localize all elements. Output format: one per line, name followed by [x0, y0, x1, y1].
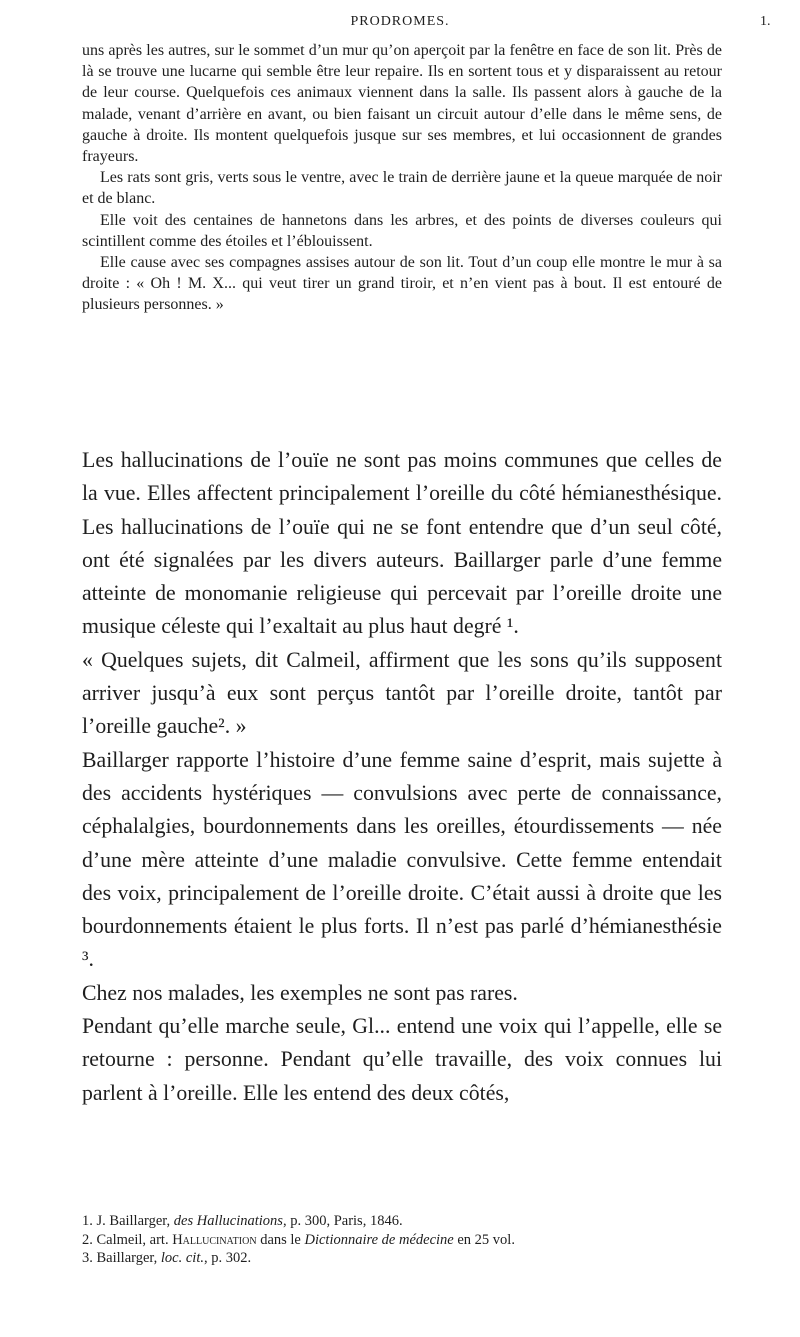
footnote-text: dans le [256, 1231, 305, 1248]
footnote-title: des Hallucinations [173, 1213, 283, 1229]
paragraph: Elle voit des centaines de hannetons dans les arbres, et des points de diverses couleurs qui scintillent comme des étoiles et l’éblouissent. [82, 211, 722, 250]
footnote-text: 1. J. Baillarger, [82, 1213, 174, 1229]
footnote-text: , p. 302. [203, 1250, 252, 1266]
footnotes [82, 1212, 722, 1268]
footnote-2 [82, 1231, 722, 1250]
paragraph: Elle cause avec ses compagnes assises autour de son lit. Tout d’un coup elle montre le mur à sa droite : « Oh ! M. X... qui veut tirer un grand tiroir, et n’en vient pas à bout. Il est entouré de plusieurs personnes. » [82, 254, 722, 314]
footnote-text: en 25 vol. [453, 1231, 515, 1248]
paragraph: Chez nos malades, les exemples ne sont pas rares. [82, 980, 518, 1005]
paragraph: Baillarger rapporte l’histoire d’une femme saine d’esprit, mais sujette à des accidents hystériques — convulsions avec perte de connaissance, céphalalgies, bourdonnements dans les oreilles, étourdissements — née d’une mère atteinte d’une maladie convulsive. Cette femme entendait des voix, principalement de l’oreille droite. C’était aussi à droite que les bourdonnements étaient le plus forts. Il n’est pas parlé d’hémianesthésie ³. [82, 747, 722, 972]
main-text [82, 444, 722, 1110]
case-observation-text [82, 40, 722, 316]
running-title: PRODROMES. [350, 14, 450, 29]
footnote-1 [82, 1212, 722, 1231]
footnote-text: 2. Calmeil, art. [82, 1231, 173, 1248]
footnote-text: 3. Baillarger, [82, 1250, 161, 1266]
paragraph: Pendant qu’elle marche seule, Gl... entend une voix qui l’appelle, elle se retourne : personne. Pendant qu’elle travaille, des voix connues lui parlent à l’oreille. Elle les entend des deux côtés, [82, 1014, 722, 1105]
footnote-3 [82, 1249, 722, 1268]
footnote-title: Dictionnaire de médecine [304, 1231, 454, 1248]
page-number: 1. [760, 14, 771, 29]
paragraph: uns après les autres, sur le sommet d’un mur qu’on aperçoit par la fenêtre en face de son lit. Près de là se trouve une lucarne qui semble être leur repaire. Ils en sortent tous et y disparaissent au retour de leur course. Quelquefois ces animaux viennent dans la salle. Ils passent alors à gauche de la malade, venant d’arrière en avant, ou bien faisant un circuit autour d’elle dans le même sens, de gauche à droite. Ils montent quelquefois jusque sur ses membres, et lui occasionnent de grandes frayeurs. [82, 42, 722, 166]
paragraph: Les hallucinations de l’ouïe ne sont pas moins communes que celles de la vue. Elles affectent principalement l’oreille du côté hémianesthésique. Les hallucinations de l’ouïe qui ne se font entendre que d’un seul côté, ont été signalées par les divers auteurs. Baillarger parle d’une femme atteinte de monomanie religieuse qui percevait par l’oreille droite une musique céleste qui l’exaltait au plus haut degré ¹. [82, 448, 722, 639]
paragraph: Les rats sont gris, verts sous le ventre, avec le train de derrière jaune et la queue marquée de noir et de blanc. [82, 169, 722, 208]
footnote-entry-word: Hallucination [172, 1231, 257, 1248]
footnote-title: loc. cit. [160, 1250, 204, 1266]
footnote-text: , p. 300, Paris, 1846. [282, 1213, 403, 1229]
paragraph: « Quelques sujets, dit Calmeil, affirment que les sons qu’ils supposent arriver jusqu’à eux sont perçus tantôt par l’oreille droite, tantôt par l’oreille gauche². » [82, 647, 722, 739]
